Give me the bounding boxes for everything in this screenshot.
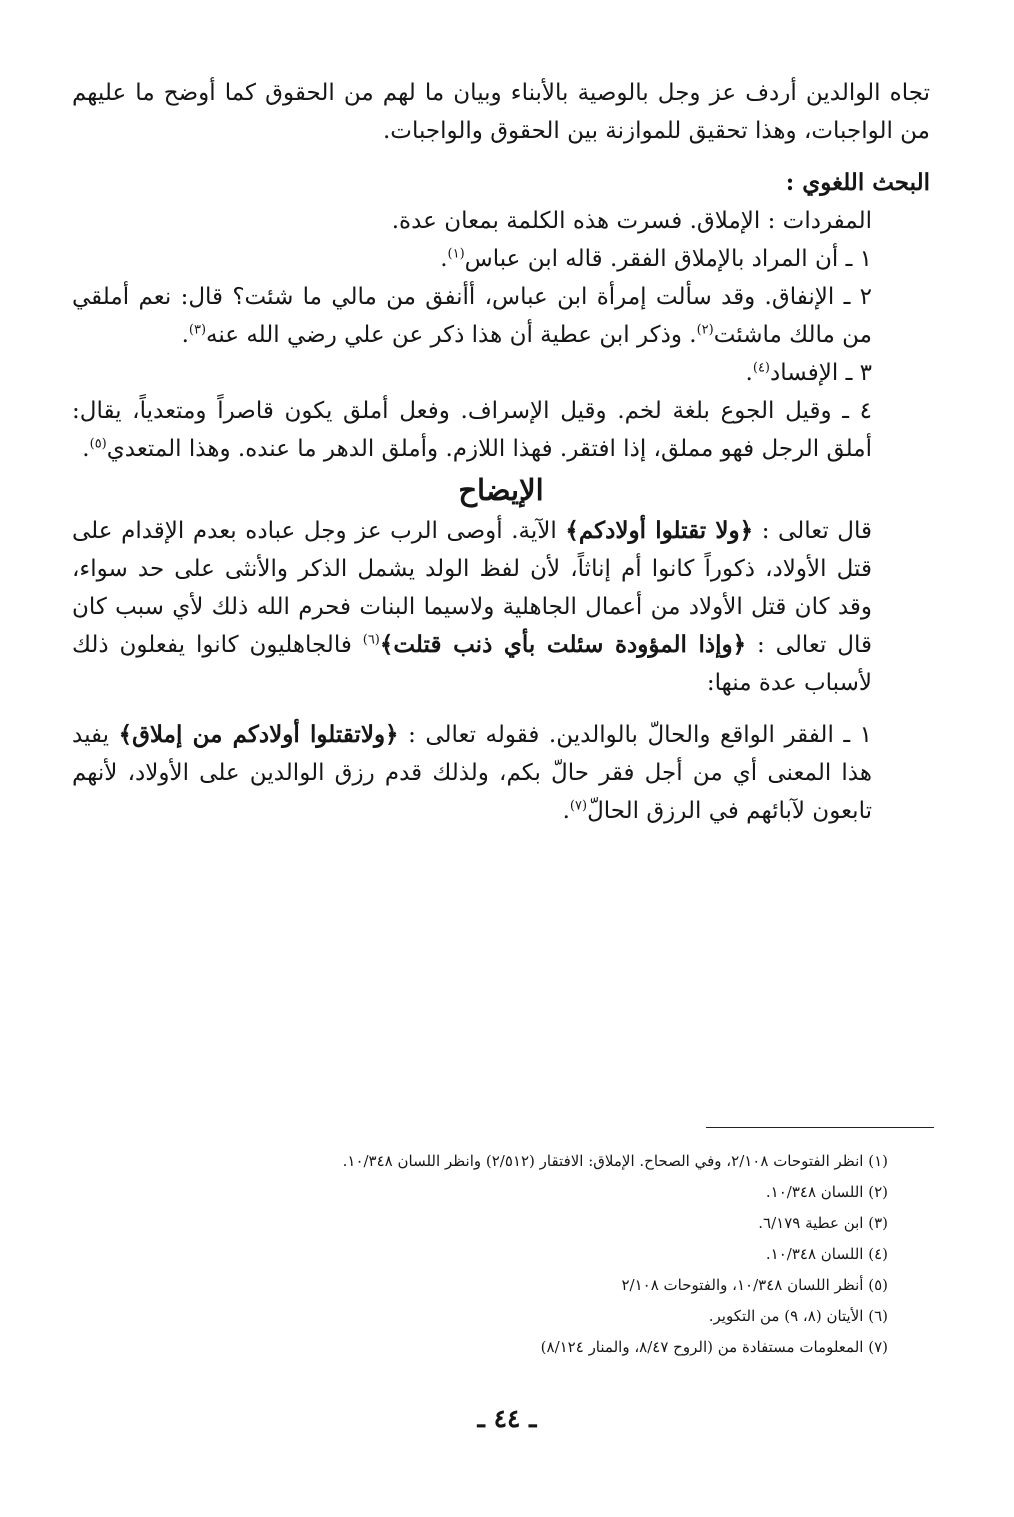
exp1-start: قال تعالى :: [761, 518, 873, 544]
meaning-4-end: .: [82, 436, 90, 462]
meaning-2-text-a: ٢ ـ الإنفاق. وقد سألت إمرأة ابن عباس، أأنفق من مالي ما شئت؟ قال: نعم أملقي من مالك ماشئت: [72, 284, 872, 348]
meaning-4-text: ٤ ـ وقيل الجوع بلغة لخم. وقيل الإسراف. وفعل أملق يكون قاصراً ومتعدياً، يقال: أملق الرجل فهو مملق، إذا افتقر. فهذا اللازم. وأملق الدهر ما عنده. وهذا المتعدي: [72, 398, 872, 462]
footnote-ref-7[interactable]: (٧): [569, 798, 588, 814]
exp2-mid: يفيد هذا المعنى أي من أجل فقر حالّ بكم، ولذلك قدم رزق الوالدين على الأولاد، لأنهم تابعون لآبائهم في الرزق الحالّ: [72, 722, 872, 824]
footnotes: [72, 1146, 888, 1363]
meaning-4: [72, 392, 930, 468]
meaning-2: [72, 278, 930, 354]
footnote-2: (٢) اللسان ١٠/٣٤٨.: [765, 1183, 888, 1201]
page-number: ـ ٤٤ ـ: [477, 1404, 537, 1433]
quran-verse-3: ﴿ولاتقتلوا أولادكم من إملاق﴾: [118, 721, 399, 748]
intro-paragraph: تجاه الوالدين أردف عز وجل بالوصية بالأبناء وبيان ما لهم من الحقوق كما أوضح ما عليهم من الواجبات، وهذا تحقيق للموازنة بين الحقوق والواجبات.: [72, 80, 930, 144]
footnote-6: (٦) الأيتان (٨، ٩) من التكوير.: [708, 1307, 888, 1325]
footnote-ref-4[interactable]: (٤): [752, 360, 770, 376]
meaning-2-end: .: [181, 322, 189, 348]
explanation-paragraph-1: [72, 512, 930, 702]
footnote-ref-6[interactable]: (٦): [362, 632, 380, 648]
footnote-4: (٤) اللسان ١٠/٣٤٨.: [765, 1245, 888, 1263]
footnote-ref-5[interactable]: (٥): [89, 436, 107, 452]
footnote-1: (١) انظر الفتوحات ٢/١٠٨، وفي الصحاح. الإملاق: الافتقار (٢/٥١٢) وانظر اللسان ١٠/٣٤٨.: [342, 1152, 888, 1170]
meaning-1-end: .: [440, 246, 448, 272]
footnote-ref-1[interactable]: (١): [447, 246, 465, 262]
footnote-5: (٥) أنظر اللسان ١٠/٣٤٨، والفتوحات ٢/١٠٨: [621, 1276, 888, 1294]
lexical-heading: البحث اللغوي :: [785, 169, 930, 196]
footnote-7: (٧) المعلومات مستفادة من (الروح ٨/٤٧، والمنار ٨/١٢٤): [540, 1338, 888, 1356]
exp2-start: ١ ـ الفقر الواقع والحالّ بالوالدين. فقوله تعالى :: [408, 722, 872, 748]
meaning-2-text-b: . وذكر ابن عطية أن هذا ذكر عن علي رضي الله عنه: [206, 322, 697, 348]
meaning-1: [72, 240, 930, 278]
vocab-intro: المفردات : الإملاق. فسرت هذه الكلمة بمعان عدة.: [391, 208, 872, 234]
meaning-3-text: ٣ ـ الإفساد: [770, 360, 872, 386]
section-title: الإيضاح: [458, 473, 544, 507]
explanation-paragraph-2: [72, 716, 930, 830]
footnote-ref-3[interactable]: (٣): [188, 322, 207, 338]
exp1-mid: الآية. أوصى الرب عز وجل عباده بعدم الإقدام على قتل الأولاد، ذكوراً كانوا أم إناثاً، لأن لفظ الولد يشمل الذكر والأنثى على حد سواء، وقد كان قتل الأولاد من أعمال الجاهلية ولاسيما البنات فحرم الله ذلك لأي سبب كان قال تعالى :: [72, 518, 872, 658]
meaning-1-text: ١ ـ أن المراد بالإملاق الفقر. قاله ابن عباس: [464, 246, 872, 272]
meaning-3: [72, 354, 930, 392]
footnote-separator: [706, 1127, 934, 1128]
footnote-ref-2[interactable]: (٢): [696, 322, 714, 338]
footnote-3: (٣) ابن عطية ٦/١٧٩.: [758, 1214, 888, 1232]
meaning-3-end: .: [745, 360, 753, 386]
quran-verse-1: ﴿ولا تقتلوا أولادكم﴾: [565, 517, 754, 544]
exp2-end: .: [562, 798, 570, 824]
quran-verse-2: ﴿وإذا المؤودة سئلت بأي ذنب قتلت﴾: [379, 631, 747, 658]
exp1-end: فالجاهليون كانوا يفعلون ذلك لأسباب عدة منها:: [72, 632, 872, 696]
main-text: [72, 74, 930, 830]
